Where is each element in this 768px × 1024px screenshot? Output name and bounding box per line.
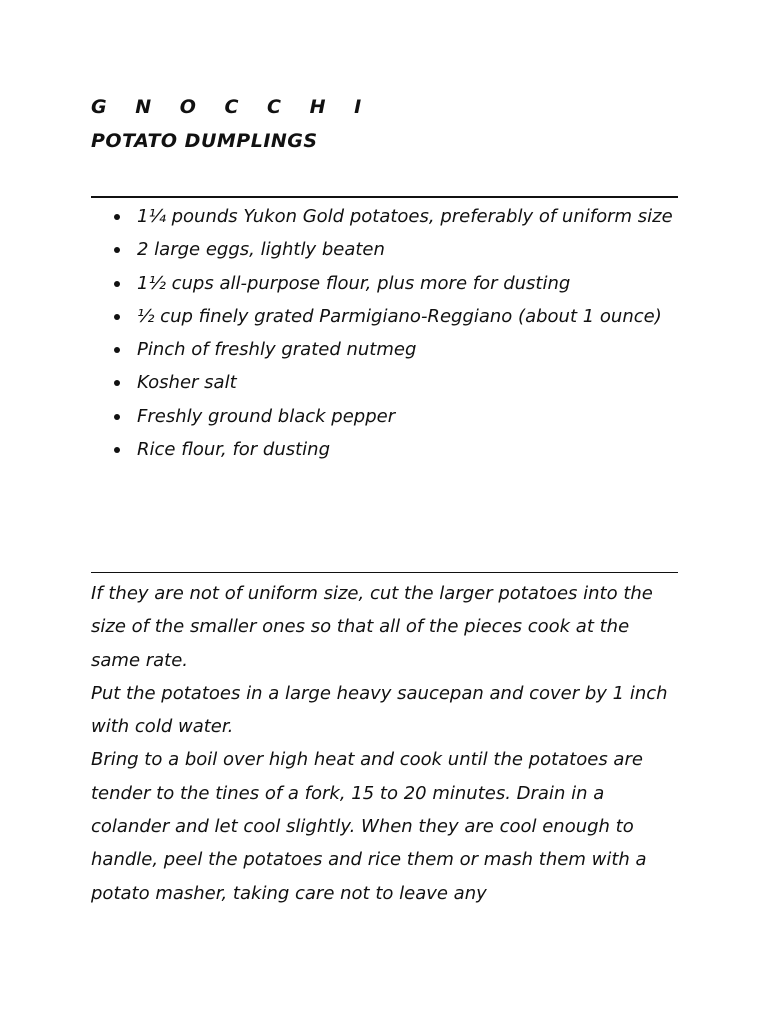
- ingredient-item: Freshly ground black pepper: [91, 400, 678, 433]
- section-divider-top: [91, 196, 678, 198]
- ingredient-item: 2 large eggs, lightly beaten: [91, 233, 678, 266]
- ingredient-item: ½ cup finely grated Parmigiano-Reggiano (about 1 ounce): [91, 300, 678, 333]
- ingredient-item: Pinch of freshly grated nutmeg: [91, 333, 678, 366]
- recipe-title: G N O C C H I: [91, 96, 373, 118]
- ingredient-item: 1¼ pounds Yukon Gold potatoes, preferably of uniform size: [91, 200, 678, 233]
- recipe-subtitle: POTATO DUMPLINGS: [91, 130, 318, 152]
- method-paragraph: Bring to a boil over high heat and cook until the potatoes are tender to the tines of a fork, 15 to 20 minutes. Drain in a colander and let cool slightly. When they are cool enough to handle, peel the potatoes and rice them or mash them with a potato masher, taking care not to leave any: [91, 749, 647, 904]
- method-paragraph: Put the potatoes in a large heavy saucepan and cover by 1 inch with cold water.: [91, 682, 668, 738]
- section-divider-bottom: [91, 572, 678, 573]
- ingredient-item: Rice flour, for dusting: [91, 433, 678, 466]
- method-section: [91, 577, 681, 910]
- ingredient-item: 1½ cups all-purpose flour, plus more for dusting: [91, 267, 678, 300]
- ingredient-list: [91, 200, 678, 466]
- ingredient-item: Kosher salt: [91, 366, 678, 399]
- method-paragraph: If they are not of uniform size, cut the larger potatoes into the size of the smaller ones so that all of the pieces cook at the same rate.: [91, 583, 653, 671]
